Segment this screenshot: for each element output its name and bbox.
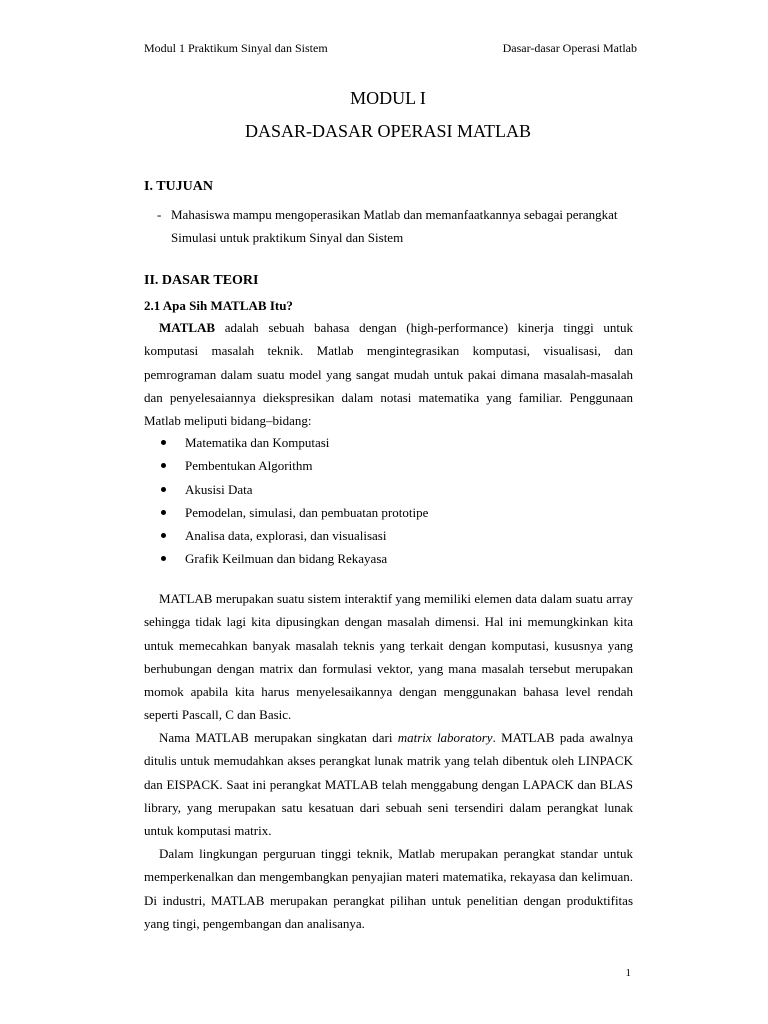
section-heading-tujuan: I. TUJUAN bbox=[144, 179, 213, 194]
paragraph-2-text: MATLAB merupakan suatu sistem interaktif yang memiliki elemen data dalam suatu array sehingga tidak lagi kita dipusingkan dengan masalah dimensi. Hal ini memungkinkan kita untuk memecahkan banyak masalah teknis yang terkait dengan komputasi, kususnya yang berhubungan dengan matrix dan formulasi vektor, yang mana masalah tersebut merupakan momok apabila kita harus menyelesaikannya dengan menggunakan bahasa level rendah seperti Pascall, C dan Basic. bbox=[144, 591, 633, 723]
list-item: Analisa data, explorasi, dan visualisasi bbox=[160, 524, 428, 547]
tujuan-list-item bbox=[157, 203, 637, 249]
list-item: Grafik Keilmuan dan bidang Rekayasa bbox=[160, 547, 428, 570]
paragraph-3-text-b: . MATLAB pada awalnya ditulis untuk memudahkan akses perangkat lunak matrik yang telah dibentuk oleh LINPACK dan EISPACK. Saat ini perangkat MATLAB telah menggabung dengan LAPACK dan BLAS library, yang merupakan satu kesatuan dari sebuah seni tersendiri dalam perangkat lunak untuk komputasi matrix. bbox=[144, 730, 633, 839]
paragraph-1-text: adalah sebuah bahasa dengan (high-performance) kinerja tinggi untuk komputasi masalah teknik. Matlab mengintegrasikan komputasi, visualisasi, dan pemrograman dalam suatu model yang sangat mudah untuk pakai dimana masalah-masalah dan penyelesaiannya diekspresikan dalam notasi matematika yang familiar. Penggunaan Matlab meliputi bidang–bidang: bbox=[144, 320, 633, 429]
bullet-icon bbox=[161, 487, 166, 492]
bidang-bullet-list bbox=[160, 431, 428, 571]
matrix-laboratory-term: matrix laboratory bbox=[397, 730, 493, 745]
list-item: Pembentukan Algorithm bbox=[160, 454, 428, 477]
matlab-bold-term: MATLAB bbox=[159, 320, 216, 335]
running-header-right: Dasar-dasar Operasi Matlab bbox=[502, 41, 637, 55]
list-item: Akusisi Data bbox=[160, 478, 428, 501]
page-number: 1 bbox=[625, 967, 631, 979]
module-subtitle: DASAR-DASAR OPERASI MATLAB bbox=[244, 121, 532, 141]
paragraph-3 bbox=[144, 726, 633, 842]
paragraph-3-text-a: Nama MATLAB merupakan singkatan dari bbox=[159, 730, 398, 745]
paragraph-4-text: Dalam lingkungan perguruan tinggi teknik, Matlab merupakan perangkat standar untuk memperkenalkan dan mengembangkan penyajian materi matematika, rekayasa dan kelimuan. Di industri, MATLAB merupakan perangkat pilihan untuk penelitian dengan produktifitas yang tingi, pengembangan dan analisanya. bbox=[144, 846, 633, 931]
tujuan-item-line1: Mahasiswa mampu mengoperasikan Matlab dan memanfaatkannya sebagai perangkat bbox=[171, 207, 618, 222]
subsection-heading: 2.1 Apa Sih MATLAB Itu? bbox=[144, 298, 293, 313]
paragraph-2 bbox=[144, 587, 633, 727]
bullet-icon bbox=[161, 510, 166, 515]
bullet-icon bbox=[161, 556, 166, 561]
list-item: Matematika dan Komputasi bbox=[160, 431, 428, 454]
bullet-icon bbox=[161, 463, 166, 468]
paragraph-4 bbox=[144, 842, 633, 935]
paragraph-1 bbox=[144, 316, 633, 432]
section-heading-dasar-teori: II. DASAR TEORI bbox=[144, 273, 259, 288]
dash-marker: - bbox=[157, 207, 162, 222]
running-header-left: Modul 1 Praktikum Sinyal dan Sistem bbox=[144, 41, 328, 55]
list-item: Pemodelan, simulasi, dan pembuatan prototipe bbox=[160, 501, 428, 524]
module-title: MODUL I bbox=[350, 88, 426, 108]
bullet-icon bbox=[161, 440, 166, 445]
bullet-icon bbox=[161, 533, 166, 538]
tujuan-item-line2: Simulasi untuk praktikum Sinyal dan Sistem bbox=[171, 230, 404, 245]
